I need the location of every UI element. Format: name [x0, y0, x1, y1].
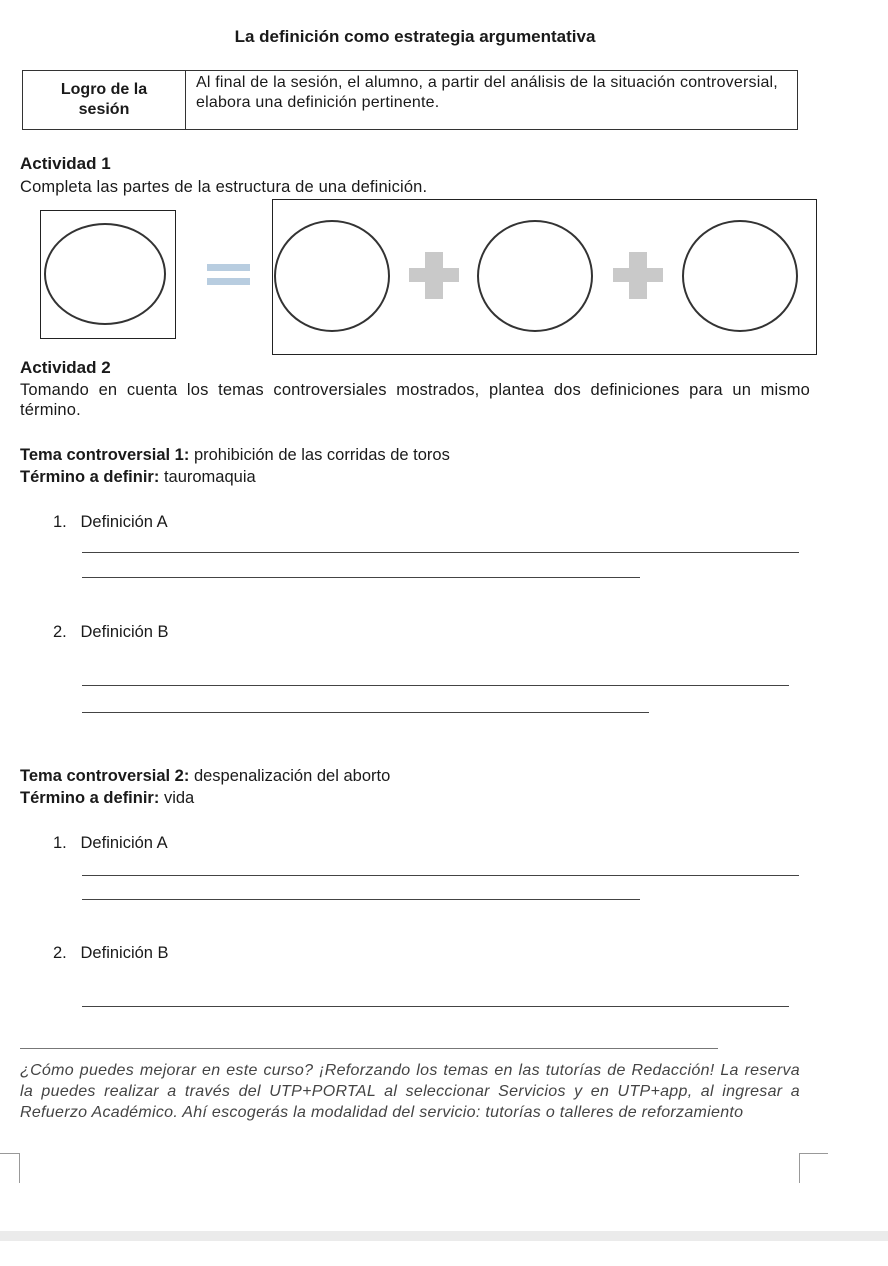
document-title: La definición como estrategia argumentativa: [234, 27, 596, 46]
term-circle: [44, 223, 166, 325]
equals-sign-top: [207, 264, 250, 271]
actividad-2-heading: Actividad 2: [20, 358, 111, 377]
plus-icon-1-v: [425, 252, 443, 299]
part-circle-1: [274, 220, 390, 332]
equals-sign-bottom: [207, 278, 250, 285]
answer-line[interactable]: [82, 875, 799, 876]
answer-line[interactable]: [82, 685, 789, 686]
termino-1-label: Término a definir:: [20, 468, 160, 486]
answer-line[interactable]: [82, 899, 640, 900]
tema-1-line: [20, 446, 450, 465]
tema-2-line: [20, 767, 390, 786]
tema-2-value: despenalización del aborto: [193, 767, 391, 785]
logro-label: [23, 71, 186, 129]
part-circle-3: [682, 220, 798, 332]
corner-mark-right: [799, 1153, 828, 1183]
answer-line[interactable]: [82, 1006, 789, 1007]
actividad-1-heading: Actividad 1: [20, 154, 111, 173]
tema-1-value: prohibición de las corridas de toros: [193, 446, 450, 464]
plus-icon-2-v: [629, 252, 647, 299]
footer-note: ¿Cómo puedes mejorar en este curso? ¡Reforzando los temas en las tutorías de Redacción! La reserva la puedes realizar a través del UTP+PORTAL al seleccionar Servicios y en UTP+app, al ingresar a Refuerzo Académico. Ahí escogerás la modalidad del servicio: tutorías o talleres de reforzamiento: [20, 1062, 800, 1121]
tema-1-label: Tema controversial 1:: [20, 446, 190, 464]
actividad-1-instruction: Completa las partes de la estructura de una definición.: [20, 178, 428, 196]
termino-1-value: tauromaquia: [163, 468, 256, 486]
logro-table: [22, 70, 798, 130]
answer-line[interactable]: [82, 712, 649, 713]
answer-line[interactable]: [82, 552, 799, 553]
tema-2-definicion-a: 1. Definición A: [53, 834, 168, 852]
termino-2-value: vida: [163, 789, 195, 807]
answer-line[interactable]: [82, 577, 640, 578]
tema-1-definicion-b: 2. Definición B: [53, 623, 169, 641]
termino-1-line: [20, 468, 256, 487]
page-bottom-strip: [0, 1231, 888, 1241]
tema-2-label: Tema controversial 2:: [20, 767, 190, 785]
part-circle-2: [477, 220, 593, 332]
logro-text: Al final de la sesión, el alumno, a partir del análisis de la situación controversial, elabora una definición pertinente.: [196, 74, 778, 111]
termino-2-label: Término a definir:: [20, 789, 160, 807]
footer-separator: [20, 1048, 718, 1049]
tema-2-definicion-b: 2. Definición B: [53, 944, 169, 962]
tema-1-definicion-a: 1. Definición A: [53, 513, 168, 531]
corner-mark-left: [0, 1153, 20, 1183]
termino-2-line: [20, 789, 194, 808]
logro-label-text: Logro de la sesión: [60, 81, 148, 118]
actividad-2-instruction: Tomando en cuenta los temas controversiales mostrados, plantea dos definiciones para un mismo término.: [20, 381, 810, 419]
